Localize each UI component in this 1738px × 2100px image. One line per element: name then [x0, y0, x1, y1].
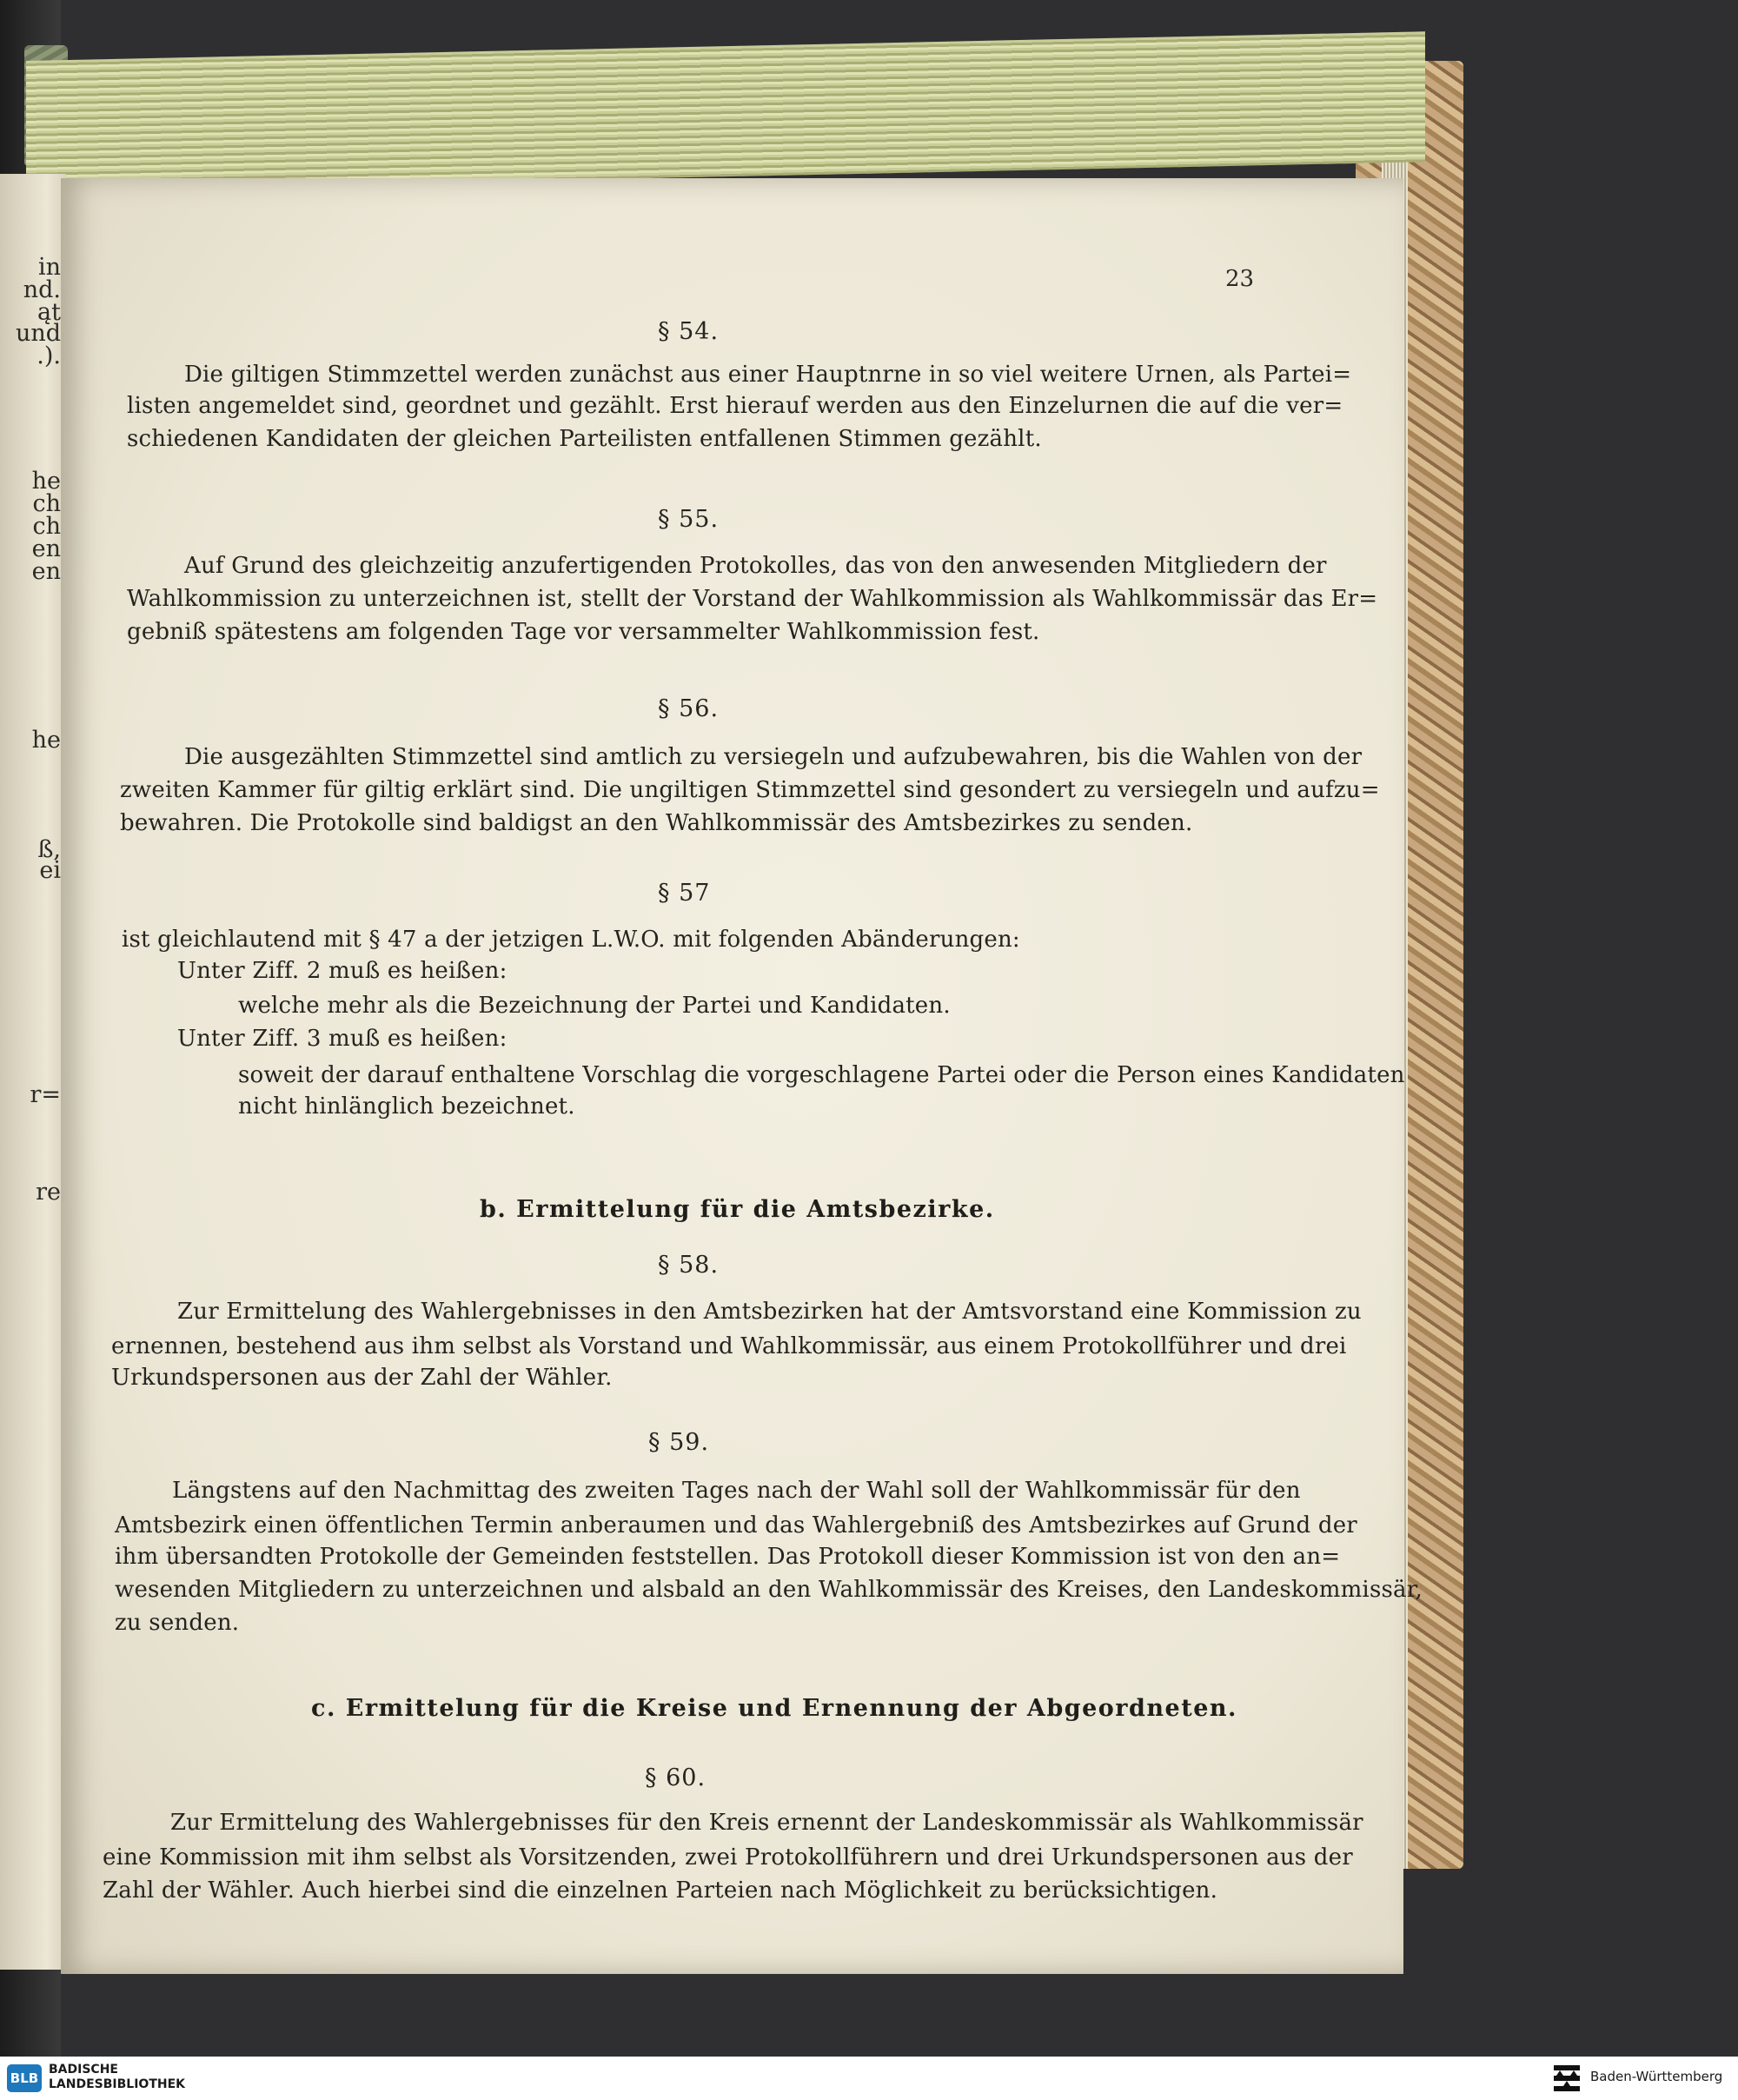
left-page-text-fragment: ß, — [37, 836, 61, 863]
section-heading-58: § 58. — [658, 1252, 720, 1279]
paragraph-line: Zur Ermittelung des Wahlergebnisses für den Kreis ernennt der Landeskommissär als Wahlkommissär — [170, 1810, 1363, 1836]
paragraph-line: eine Kommission mit ihm selbst als Vorsitzenden, zwei Protokollführern und drei Urkundspersonen aus der — [103, 1844, 1353, 1871]
blb-logo-icon: BLB — [7, 2064, 42, 2092]
paragraph-line: bewahren. Die Protokolle sind baldigst an den Wahlkommissär des Amtsbezirkes zu senden. — [120, 810, 1193, 836]
paragraph-line: Unter Ziff. 3 muß es heißen: — [177, 1026, 507, 1052]
left-page-text-fragment: r= — [30, 1081, 61, 1108]
paragraph-line: ihm übersandten Protokolle der Gemeinden feststellen. Das Protokoll dieser Kommission ist von den an= — [115, 1544, 1341, 1570]
section-heading-56: § 56. — [658, 695, 720, 722]
paragraph-line: Urkundspersonen aus der Zahl der Wähler. — [111, 1365, 613, 1391]
left-page-text-fragment: ąt — [37, 299, 61, 326]
paragraph-line: Die giltigen Stimmzettel werden zunächst aus einer Hauptnrne in so viel weitere Urnen, als Partei= — [184, 362, 1352, 388]
section-heading-59: § 59. — [648, 1429, 710, 1456]
section-heading-54: § 54. — [658, 318, 720, 345]
paragraph-line: wesenden Mitgliedern zu unterzeichnen und alsbald an den Wahlkommissär des Kreises, den Landeskommissär, — [115, 1577, 1423, 1603]
paragraph-line: zweiten Kammer für giltig erklärt sind. Die ungiltigen Stimmzettel sind gesondert zu versiegeln und aufzu= — [120, 777, 1380, 803]
paragraph-line: Zur Ermittelung des Wahlergebnisses in den Amtsbezirken hat der Amtsvorstand eine Kommission zu — [177, 1299, 1362, 1325]
paragraph-line: schiedenen Kandidaten der gleichen Parteilisten entfallenen Stimmen gezählt. — [127, 426, 1042, 452]
paragraph-line: Die ausgezählten Stimmzettel sind amtlich zu versiegeln und aufzubewahren, bis die Wahlen von der — [184, 744, 1363, 770]
page-top-edge — [26, 31, 1425, 191]
left-page-text-fragment: en — [31, 558, 61, 585]
paragraph-line: gebniß spätestens am folgenden Tage vor versammelter Wahlkommission fest. — [127, 619, 1040, 645]
paragraph-line: listen angemeldet sind, geordnet und gezählt. Erst hierauf werden aus den Einzelurnen die auf die ver= — [127, 393, 1343, 419]
paragraph-line: soweit der darauf enthaltene Vorschlag die vorgeschlagene Partei oder die Person eines Kandidaten — [238, 1062, 1405, 1088]
subheading-b: b. Ermittelung für die Amtsbezirke. — [480, 1196, 995, 1223]
left-page-text-fragment: he — [31, 468, 61, 495]
library-name-line-1: BADISCHE — [49, 2063, 118, 2077]
left-page-text-fragment: ei — [39, 857, 61, 884]
left-page-text-fragment: ch — [32, 513, 61, 540]
paragraph-line: welche mehr als die Bezeichnung der Partei und Kandidaten. — [238, 993, 951, 1019]
library-name-line-2: LANDESBIBLIOTHEK — [49, 2077, 186, 2091]
paragraph-line: nicht hinlänglich bezeichnet. — [238, 1093, 575, 1120]
left-page-text-fragment: in — [37, 254, 61, 281]
left-page-text-fragment: nd. — [23, 276, 61, 303]
subheading-c: c. Ermittelung für die Kreise und Ernennung der Abgeordneten. — [311, 1695, 1237, 1722]
paragraph-line: Auf Grund des gleichzeitig anzufertigenden Protokolles, das von den anwesenden Mitgliedern der — [184, 553, 1327, 579]
paragraph-line: Unter Ziff. 2 muß es heißen: — [177, 958, 507, 984]
left-page — [0, 174, 66, 1970]
paragraph-line: ist gleichlautend mit § 47 a der jetzigen L.W.O. mit folgenden Abänderungen: — [122, 927, 1020, 953]
paragraph-line: Amtsbezirk einen öffentlichen Termin anberaumen und das Wahlergebniß des Amtsbezirkes auf Grund der — [115, 1512, 1357, 1538]
left-page-text-fragment: he — [31, 727, 61, 754]
paragraph-line: Wahlkommission zu unterzeichnen ist, stellt der Vorstand der Wahlkommission als Wahlkommissär das Er= — [127, 586, 1378, 612]
section-heading-55: § 55. — [658, 506, 720, 533]
section-heading-57: § 57 — [658, 880, 711, 907]
library-name — [49, 2063, 185, 2092]
left-page-text-fragment: .). — [36, 342, 61, 369]
left-page-text-fragment: re — [36, 1179, 61, 1206]
state-coat-of-arms-icon — [1552, 2062, 1582, 2095]
paragraph-line: Zahl der Wähler. Auch hierbei sind die einzelnen Parteien nach Möglichkeit zu berücksichtigen. — [103, 1877, 1218, 1904]
state-name: Baden-Württemberg — [1590, 2069, 1723, 2084]
footer-bar — [0, 2057, 1738, 2100]
section-heading-60: § 60. — [645, 1764, 706, 1791]
paragraph-line: Längstens auf den Nachmittag des zweiten Tages nach der Wahl soll der Wahlkommissär für den — [172, 1478, 1301, 1504]
left-page-text-fragment: und — [15, 320, 61, 347]
left-page-text-fragment: en — [31, 535, 61, 562]
paragraph-line: zu senden. — [115, 1610, 240, 1636]
page-number: 23 — [1225, 266, 1255, 292]
paragraph-line: ernennen, bestehend aus ihm selbst als Vorstand und Wahlkommissär, aus einem Protokollführer und drei — [111, 1333, 1347, 1359]
left-page-text-fragment: ch — [32, 490, 61, 517]
